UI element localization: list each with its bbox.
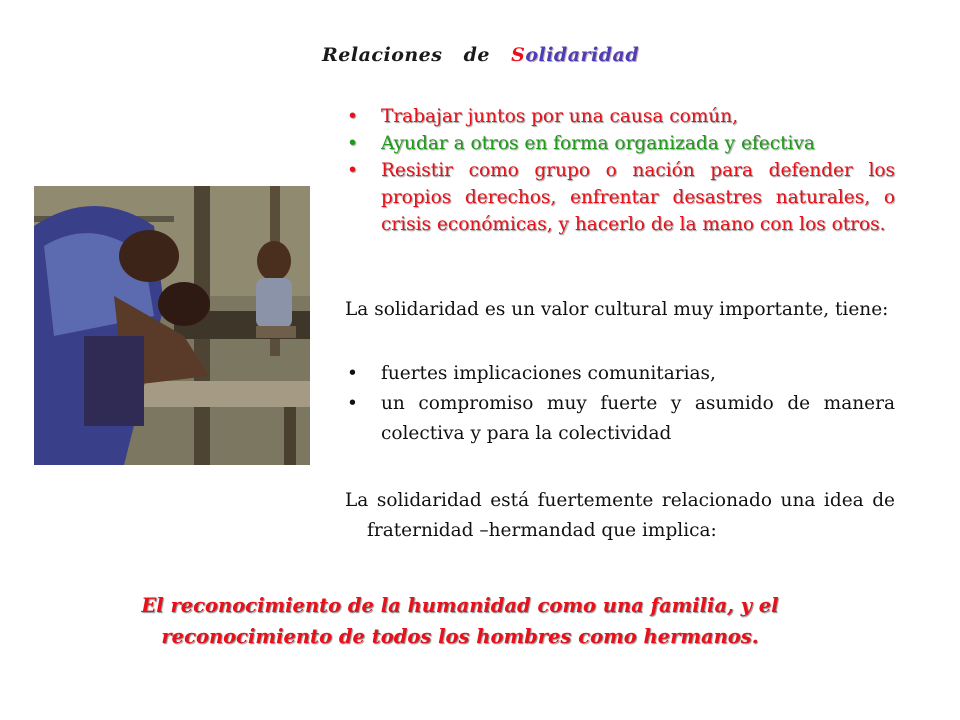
title-word-solidaridad — [511, 44, 639, 66]
paragraph-fraternidad-part1: La solidaridad está fuertemente relacionado una idea de — [345, 490, 895, 511]
bullet-glyph: • — [347, 363, 358, 384]
closing-quote — [120, 590, 800, 652]
implications-list — [345, 359, 895, 449]
bullet-text-2: Ayudar a otros en forma organizada y efectiva — [381, 133, 815, 154]
list-text-1: fuertes implicaciones comunitarias, — [381, 363, 716, 384]
title-word-relaciones: Relaciones — [322, 44, 443, 66]
photo-illustration — [34, 186, 310, 465]
children-at-table-photo — [34, 186, 310, 465]
bullet-text-3: Resistir como grupo o nación para defender los propios derechos, enfrentar desastres naturales, o crisis económicas, y hacerlo de la mano con los otros. — [381, 160, 895, 235]
title-rest: olidaridad — [525, 44, 640, 66]
bullet-item-3 — [345, 157, 895, 238]
paragraph-fraternidad-part2: fraternidad –hermandad que implica: — [367, 520, 717, 541]
list-item-1 — [345, 359, 895, 389]
bullet-item-2 — [345, 130, 895, 157]
bullet-glyph: • — [347, 393, 358, 414]
colored-bullet-list — [345, 103, 895, 238]
bullet-text-1: Trabajar juntos por una causa común, — [381, 106, 738, 127]
quote-line-2: reconocimiento de todos los hombres como hermanos. — [161, 625, 759, 648]
bullet-item-1 — [345, 103, 895, 130]
paragraph-valor-cultural: La solidaridad es un valor cultural muy importante, tiene: — [345, 299, 889, 320]
quote-line-1: El reconocimiento de la humanidad como una familia, y el — [141, 594, 779, 617]
slide-title — [322, 44, 642, 66]
bullet-glyph: • — [347, 106, 358, 127]
title-word-de: de — [463, 44, 490, 66]
paragraph-fraternidad — [345, 486, 895, 546]
list-item-2 — [345, 389, 895, 449]
title-initial: S — [511, 44, 526, 66]
list-text-2: un compromiso muy fuerte y asumido de manera colectiva y para la colectividad — [381, 393, 895, 444]
bullet-glyph: • — [347, 160, 358, 181]
bullet-glyph: • — [347, 133, 358, 154]
